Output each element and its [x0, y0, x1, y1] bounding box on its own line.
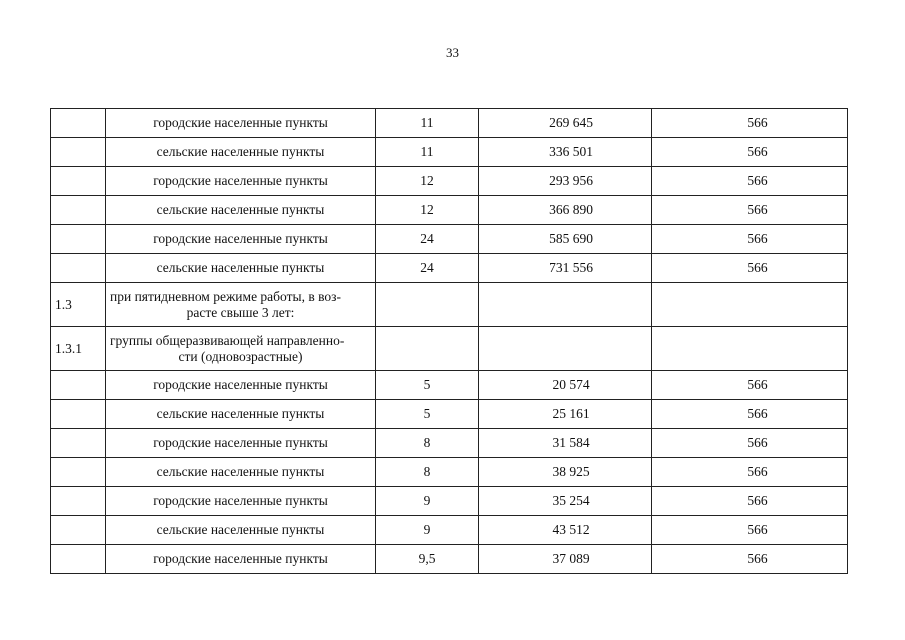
row-cost [479, 196, 652, 225]
tariff-table [50, 108, 848, 574]
table-row [51, 371, 848, 400]
row-cost [479, 138, 652, 167]
row-number: 1.3.1 [51, 327, 106, 371]
row-code-value: 566 [747, 202, 768, 217]
row-age: 24 [376, 225, 479, 254]
row-cost-value: 585 690 [549, 231, 593, 246]
row-name-line2: расте свыше 3 лет: [186, 304, 295, 320]
row-name [106, 327, 376, 371]
table-row [51, 516, 848, 545]
row-number [51, 371, 106, 400]
row-cost-value: 731 556 [549, 260, 593, 275]
row-name: городские населенные пункты [106, 167, 376, 196]
row-code-value: 566 [747, 231, 768, 246]
table-row-section-heading [51, 327, 848, 371]
row-number [51, 400, 106, 429]
table-row [51, 545, 848, 574]
table-row-section-heading [51, 283, 848, 327]
row-code-value: 566 [747, 115, 768, 130]
table-row [51, 429, 848, 458]
row-age: 11 [376, 138, 479, 167]
row-cost [479, 327, 652, 371]
row-cost [479, 400, 652, 429]
row-cost-value: 336 501 [549, 144, 593, 159]
table-row [51, 458, 848, 487]
page-number: 33 [446, 45, 459, 60]
row-name: сельские населенные пункты [106, 254, 376, 283]
row-code [652, 254, 848, 283]
row-code [652, 487, 848, 516]
row-name: сельские населенные пункты [106, 516, 376, 545]
row-cost [479, 545, 652, 574]
row-age: 5 [376, 371, 479, 400]
table-row [51, 109, 848, 138]
row-code [652, 196, 848, 225]
row-age: 9,5 [376, 545, 479, 574]
row-age: 9 [376, 516, 479, 545]
row-number: 1.3 [51, 283, 106, 327]
table-row [51, 138, 848, 167]
row-name-line1: группы общеразвивающей направленно- [110, 332, 345, 348]
row-cost [479, 429, 652, 458]
row-age: 8 [376, 458, 479, 487]
row-cost [479, 458, 652, 487]
row-number [51, 225, 106, 254]
row-number [51, 429, 106, 458]
row-cost-value: 20 574 [552, 377, 590, 392]
row-age: 11 [376, 109, 479, 138]
row-code [652, 138, 848, 167]
row-cost [479, 254, 652, 283]
row-cost-value: 38 925 [552, 464, 590, 479]
row-number [51, 458, 106, 487]
row-cost-value: 366 890 [549, 202, 593, 217]
row-code-value: 566 [747, 551, 768, 566]
row-name: сельские населенные пункты [106, 196, 376, 225]
row-cost [479, 167, 652, 196]
row-age: 12 [376, 196, 479, 225]
row-name-line1: при пятидневном режиме работы, в воз- [110, 288, 341, 304]
row-code [652, 400, 848, 429]
row-name: городские населенные пункты [106, 225, 376, 254]
row-age [376, 327, 479, 371]
row-name: городские населенные пункты [106, 545, 376, 574]
row-cost-value: 37 089 [552, 551, 590, 566]
row-age: 8 [376, 429, 479, 458]
table-row [51, 400, 848, 429]
row-code-value: 566 [747, 406, 768, 421]
row-cost-value: 31 584 [552, 435, 590, 450]
row-code [652, 429, 848, 458]
row-number [51, 516, 106, 545]
row-code-value: 566 [747, 493, 768, 508]
row-name-line2: сти (одновозрастные) [178, 348, 303, 364]
row-cost-value: 43 512 [552, 522, 590, 537]
row-age: 5 [376, 400, 479, 429]
row-name: городские населенные пункты [106, 109, 376, 138]
table-row [51, 254, 848, 283]
row-code [652, 109, 848, 138]
row-name: городские населенные пункты [106, 487, 376, 516]
row-name [106, 283, 376, 327]
row-age: 12 [376, 167, 479, 196]
row-code [652, 225, 848, 254]
row-name: сельские населенные пункты [106, 400, 376, 429]
table-row [51, 487, 848, 516]
row-cost-value: 25 161 [552, 406, 590, 421]
table-row [51, 167, 848, 196]
row-code-value: 566 [747, 435, 768, 450]
table-row [51, 196, 848, 225]
row-cost-value: 269 645 [549, 115, 593, 130]
row-cost [479, 371, 652, 400]
row-name: городские населенные пункты [106, 371, 376, 400]
table-row [51, 225, 848, 254]
row-name: городские населенные пункты [106, 429, 376, 458]
row-age: 24 [376, 254, 479, 283]
row-cost-value: 35 254 [552, 493, 590, 508]
row-age: 9 [376, 487, 479, 516]
row-code-value: 566 [747, 377, 768, 392]
row-code [652, 516, 848, 545]
row-code [652, 327, 848, 371]
row-number [51, 167, 106, 196]
row-cost [479, 109, 652, 138]
row-code [652, 458, 848, 487]
row-name: сельские населенные пункты [106, 458, 376, 487]
row-number [51, 254, 106, 283]
row-code [652, 371, 848, 400]
row-number [51, 138, 106, 167]
row-cost [479, 225, 652, 254]
row-code [652, 545, 848, 574]
row-number [51, 109, 106, 138]
row-code [652, 167, 848, 196]
row-code-value: 566 [747, 260, 768, 275]
row-number [51, 545, 106, 574]
row-age [376, 283, 479, 327]
row-cost [479, 283, 652, 327]
row-number [51, 487, 106, 516]
row-name: сельские населенные пункты [106, 138, 376, 167]
row-cost [479, 487, 652, 516]
row-code-value: 566 [747, 144, 768, 159]
row-code-value: 566 [747, 464, 768, 479]
row-cost-value: 293 956 [549, 173, 593, 188]
row-code-value: 566 [747, 173, 768, 188]
row-cost [479, 516, 652, 545]
row-code-value: 566 [747, 522, 768, 537]
row-number [51, 196, 106, 225]
row-code [652, 283, 848, 327]
